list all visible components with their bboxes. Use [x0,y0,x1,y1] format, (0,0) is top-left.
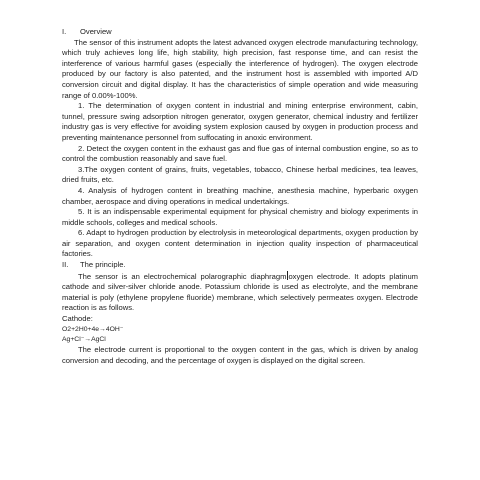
closing-paragraph: The electrode current is proportional to the oxygen content in the gas, which is driven by analog conversion and decoding, and the percentage of oxygen is displayed on the digital screen. [62,345,418,365]
application-item-4: 4. Analysis of hydrogen content in breathing machine, anesthesia machine, hyperbaric oxygen chamber, aerospace and diving operations in medical undertakings. [62,185,418,206]
section-title: Overview [80,27,112,36]
section-heading-overview [62,27,418,38]
section-number: I. [62,27,67,36]
reaction-equation-2: Ag+Cl⁻→AgCl [62,335,106,343]
overview-paragraph: The sensor of this instrument adopts the latest advanced oxygen electrode manufacturing technology, which truly achieves long life, high stability, high precision, fast response time, and can resist the interference of various harmful gases (especially the interference of hydrogen). The oxygen electrode produced by our factory is also patented, and the instrument host is assembled with imported A/D conversion circuit and digital display. It has the characteristics of simple operation and wide measuring range of 0.00%-100%. [62,37,418,100]
section-title: The principle. [80,260,126,270]
principle-text-end: oxygen electrode. It adopts platinum cathode and silver-silver chloride anode. Potassium chloride is used as electrolyte, and the membrane material is poly (ethylene propylene fluoride) membrane, which selectively permeates oxygen. Electrode reaction is as follows. [62,271,418,313]
document-page [62,27,418,366]
cathode-label: Cathode: [62,314,93,324]
principle-text-start: The sensor is an electrochemical polarographic diaphragm [78,271,287,281]
application-item-3: 3.The oxygen content of grains, fruits, vegetables, tobacco, Chinese herbal medicines, tea leaves, dried fruits, etc. [62,164,418,185]
section-heading-principle [62,260,418,271]
application-item-5: 5. It is an indispensable experimental equipment for physical chemistry and biology experiments in middle schools, colleges and medical schools. [62,207,418,227]
principle-paragraph [62,271,418,314]
application-item-6: 6. Adapt to hydrogen production by electrolysis in meteorological departments, oxygen production by air separation, and oxygen content determination in injection quality inspection of pharmaceutical factories. [62,228,418,259]
section-number: II. [62,260,69,270]
reaction-equation-1: O2+2H0+4e→4OH⁻ [62,325,124,333]
application-item-2: 2. Detect the oxygen content in the exhaust gas and flue gas of internal combustion engine, so as to control the combustion reasonably and save fuel. [62,143,418,164]
application-item-1: 1. The determination of oxygen content in industrial and mining enterprise environment, cabin, tunnel, pressure swing adsorption nitrogen generator, oxygen generator, chemical industry and fertilizer industry gas is very effective for avoiding system explosion caused by oxygen in production process and preventing maintenance personnel from suffocating in anoxic environment. [62,101,418,142]
